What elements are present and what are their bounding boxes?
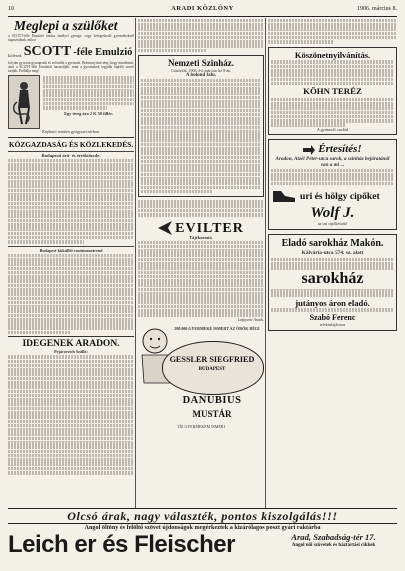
cinema-subtitle: Tájékoztató.	[189, 234, 213, 240]
cinema-signature: Lafayette Arads.	[237, 316, 264, 322]
fisherman-icon	[9, 76, 39, 128]
notice-title: Köszönetnyilvánítás.	[294, 49, 371, 60]
bottom-address-sub: Angol női szövetek és háztartási cikkek	[291, 543, 376, 548]
exchange-title: Budapesti árú- és értéktőzsde.	[41, 152, 101, 158]
danubius-label: DANUBIUS	[182, 394, 242, 406]
section-guests-title: IDEGENEK ARADON.	[22, 339, 120, 350]
gessler-ad	[138, 325, 264, 441]
theatre-box	[138, 55, 264, 197]
gessler-caption: TÍZ GYERMEKEM ISMERI	[177, 423, 225, 429]
theatre-subtitle: Csütörtök, 1906. évi március hó 8-án.	[170, 68, 232, 74]
column-right	[268, 18, 397, 508]
bottom-brand: Leich er és Fleischer	[8, 531, 235, 558]
ad-title: Meglepi a szülőket	[14, 18, 118, 33]
notice-signature: KÖHN TERÉZ	[303, 86, 362, 97]
ertesites-body: Aradon, Atzél Péter-utca sarok, a szinház bejáratánál van a mi ...	[275, 156, 390, 169]
ertesites-ad	[268, 139, 397, 230]
shoe-text: uri és hölgy cipőket	[300, 190, 380, 202]
page-header	[8, 4, 397, 17]
fisherman-logo-image	[8, 75, 40, 129]
notice-footer: A gyászoló család	[317, 126, 348, 132]
column-left	[8, 18, 134, 508]
bottom-address-block	[270, 532, 397, 549]
corner-house-ad	[268, 234, 397, 331]
bottom-address: Arad, Szabadság-tér 17.	[291, 532, 376, 542]
sale-title: Eladó sarokház Makón.	[281, 238, 384, 250]
exchange-text	[8, 159, 134, 244]
railway-title: Budapest-küküllői vasútmenetrend	[39, 247, 103, 253]
shoe-icon	[271, 187, 297, 205]
theatre-play: A bolond falu.	[185, 72, 217, 78]
sale-price-note: jutányos áron eladó.	[295, 297, 370, 308]
column-rule	[135, 18, 136, 508]
cinema-text	[138, 241, 264, 317]
mustar-label: MUSTÁR	[192, 408, 232, 419]
news-text-top	[138, 19, 264, 53]
pointing-hand-icon	[303, 145, 315, 155]
paper-title: ARADI KÖZLÖNY	[171, 5, 234, 12]
column-middle	[138, 18, 264, 508]
ad-price: Egy üveg ára 2 K 50 fillér.	[64, 110, 113, 116]
column-rule	[265, 18, 266, 508]
sale-contact: Szabó Ferenc	[309, 312, 356, 322]
gessler-top: 200.000 GYERMEKE ISMERT AZ ÖRÖK RÉGI	[174, 325, 260, 331]
issue-date: 1906. március 8.	[357, 6, 397, 12]
news-text-top-right	[268, 19, 397, 44]
theatre-title: Nemzeti Szinház.	[168, 58, 234, 69]
bottom-ticker: Olcsó árak, nagy választék, pontos kiszolgálás!!!	[8, 508, 397, 524]
bottom-ad-line: Angol öltöny és felöltő szövet újdonságok megérkeztek a kizárólagos poszt gyári raktárba	[84, 524, 321, 531]
ad-availability: Kapható minden gyógyszertárban.	[42, 129, 100, 135]
thanks-notice	[268, 47, 397, 135]
section-economy-title: KÖZGAZDASÁG ÉS KÖZLEKEDÉS.	[8, 139, 134, 149]
ad-brand-suffix: -féle Emulzió	[73, 46, 133, 58]
cinema-arrow-icon	[158, 221, 172, 235]
ad-brand: SCOTT	[23, 43, 72, 59]
gessler-city: BUDAPEST	[198, 366, 226, 372]
ad-body: folytán gyorsan gyarapszik és erősödik a gyermek. Bebizonyított tény, hogy mindenütt, ahol a SCOTT-féle Emulziót használják, mint a gyermekek legjobb tápláló szerét tartják. Próbálja meg!	[8, 60, 134, 74]
gessler-brand: GESSLER SIEGFRIED	[169, 354, 255, 364]
railway-text	[8, 254, 134, 335]
cinema-title: EVILTER	[175, 220, 244, 236]
sale-address: Kálvária-utca 574. sz. alatt	[301, 250, 364, 257]
ad-intro: a SCOTT-féle Emulzió hatása amelyet gyenge, vagy betegeskedő gyermekeknél tapasztalnak, mikor	[8, 34, 134, 43]
ertesites-title: Értesítés!	[318, 143, 362, 156]
wolf-sub: az uri cipőkészítő	[317, 221, 348, 227]
guests-text	[8, 355, 134, 474]
sarokhaz-label: sarokház	[301, 270, 364, 288]
bottom-advertisement	[8, 508, 397, 566]
ad-brand-prefix: kölesek	[8, 53, 22, 59]
sale-contact-sub: telektulajdonos	[319, 321, 346, 327]
wolf-name: Wolf J.	[310, 205, 355, 222]
page-number: 10	[8, 6, 14, 12]
guests-hotel: Pejacsevich Szálló:	[54, 349, 88, 355]
news-text-mid	[138, 200, 264, 216]
